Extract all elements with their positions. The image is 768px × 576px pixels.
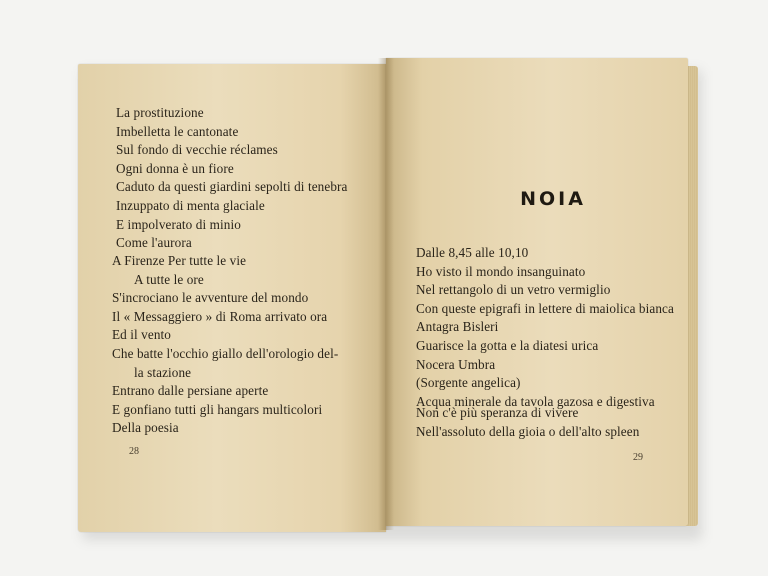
poem-line: Guarisce la gotta e la diatesi urica — [416, 337, 599, 353]
poem-line: Imbelletta le cantonate — [116, 123, 239, 139]
poem-line: Ogni donna è un fiore — [116, 160, 234, 176]
left-stanza-2 — [112, 252, 338, 438]
poem-line: Ed il vento — [112, 327, 171, 343]
poem-line: Ho visto il mondo insanguinato — [416, 263, 586, 279]
poem-line: S'incrociano le avventure del mondo — [112, 290, 309, 306]
page-number-left: 28 — [129, 446, 139, 457]
open-book — [78, 58, 698, 528]
poem-line: Non c'è più speranza di vivere — [416, 405, 579, 420]
poem-title: NOIA — [520, 188, 586, 210]
poem-line: Nell'assoluto della gioia o dell'alto spleen — [416, 423, 640, 439]
poem-line: Entrano dalle persiane aperte — [112, 383, 269, 399]
left-stanza-1 — [116, 104, 347, 253]
poem-line: Acqua minerale da tavola gazosa e digestiva — [416, 393, 655, 409]
poem-line: A Firenze Per tutte le vie — [112, 253, 247, 268]
poem-line: Il « Messaggiero » di Roma arrivato ora — [112, 308, 328, 324]
poem-line: E gonfiano tutti gli hangars multicolori — [112, 401, 323, 417]
poem-line: Nocera Umbra — [416, 356, 496, 372]
poem-line: E impolverato di minio — [116, 216, 241, 232]
poem-line: (Sorgente angelica) — [416, 375, 521, 391]
poem-line: Caduto da questi giardini sepolti di tenebra — [116, 179, 348, 195]
page-number-right: 29 — [633, 452, 643, 463]
poem-line: la stazione — [134, 364, 192, 380]
poem-line: Che batte l'occhio giallo dell'orologio del- — [112, 345, 339, 361]
poem-line: Sul fondo di vecchie réclames — [116, 142, 278, 158]
poem-line: Come l'aurora — [116, 235, 192, 251]
poem-line: Nel rettangolo di un vetro vermiglio — [416, 282, 611, 298]
book-spine — [378, 58, 394, 530]
poem-line: Della poesia — [112, 420, 179, 436]
poem-line: La prostituzione — [116, 105, 204, 120]
poem-line: A tutte le ore — [134, 271, 204, 287]
poem-line: Inzuppato di menta glaciale — [116, 197, 265, 213]
poem-line: Dalle 8,45 alle 10,10 — [416, 245, 529, 260]
right-stanza-1 — [416, 244, 674, 411]
poem-line: Antagra Bisleri — [416, 319, 499, 335]
right-stanza-2 — [416, 404, 639, 441]
poem-line: Con queste epigrafi in lettere di maiolica bianca — [416, 300, 674, 316]
